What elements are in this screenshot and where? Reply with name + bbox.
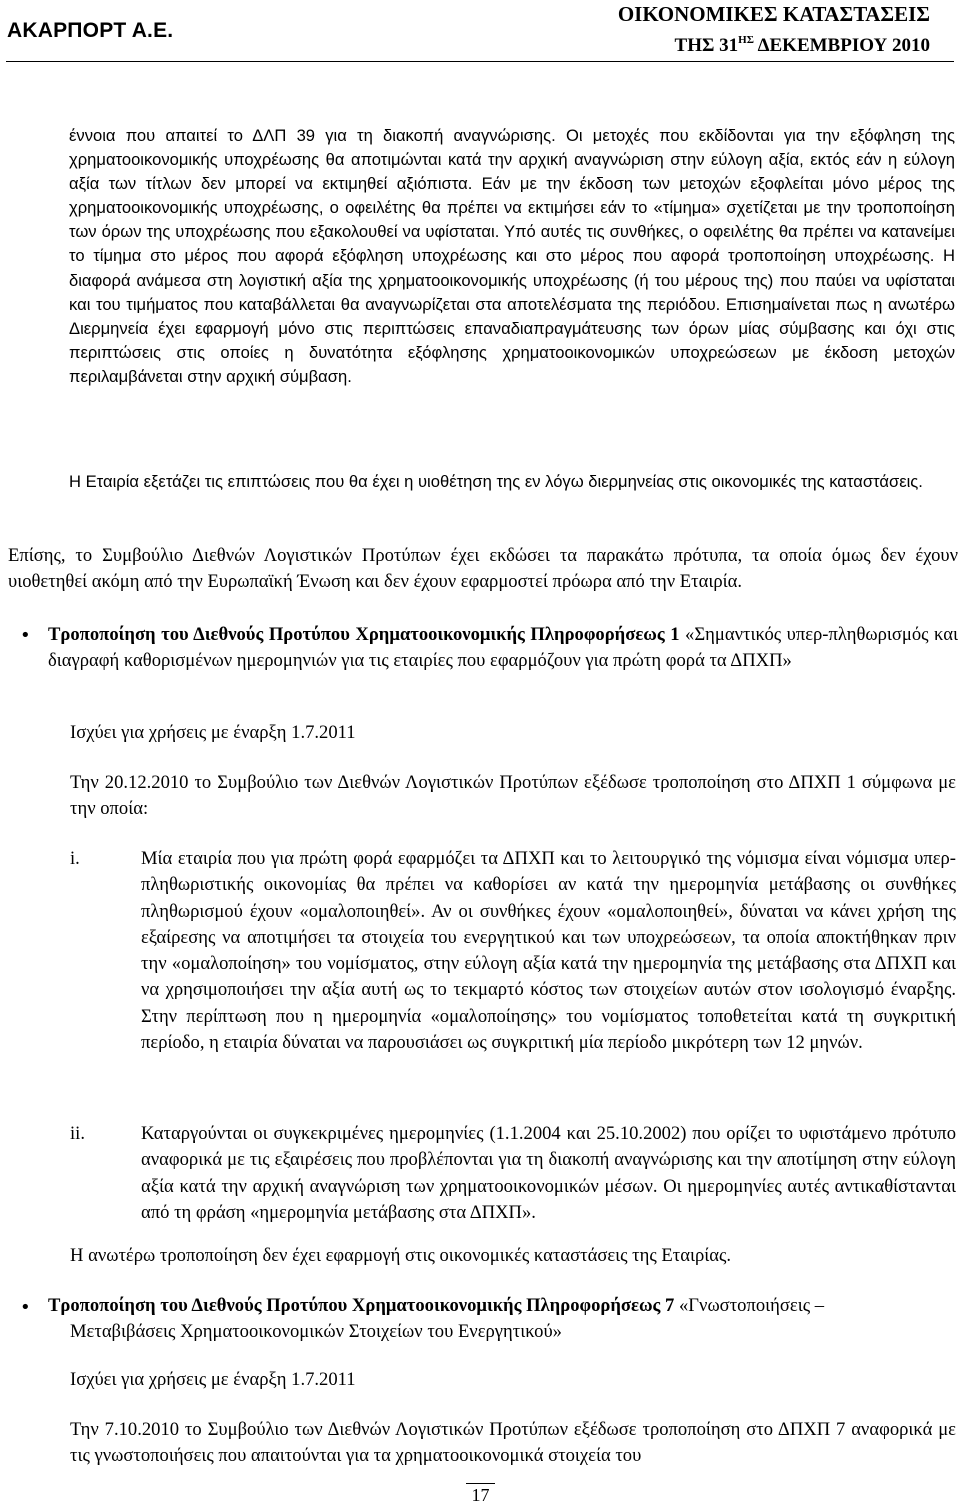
report-title [618, 1, 930, 59]
ifrs7-subtitle-line1: «Γνωστοποιήσεις – [674, 1295, 825, 1316]
report-date-suffix: ΗΣ [738, 34, 754, 46]
company-name: ΑΚΑΡΠΟΡΤ Α.Ε. [7, 19, 174, 42]
impact-paragraph [69, 470, 955, 494]
ifrs7-effective-date: Ισχύει για χρήσεις με έναρξη 1.7.2011 [70, 1369, 356, 1390]
list-item [70, 846, 956, 1056]
footer-divider [466, 1483, 495, 1484]
ifrs7-heading [48, 1293, 960, 1346]
interpretation-paragraph [69, 124, 955, 389]
page-number: 17 [471, 1485, 490, 1505]
ifrs7-subtitle-line2: Μεταβιβάσεις Χρηματοοικονομικών Στοιχείων του Ενεργητικού» [70, 1321, 562, 1343]
report-date: ΔΕΚΕΜΒΡΙΟΥ 2010 [753, 35, 930, 56]
ifrs7-title: Τροποποίηση του Διεθνούς Προτύπου Χρηματοοικονομικής Πληροφορήσεως 7 [48, 1295, 675, 1316]
list-item-text: Μία εταιρία που για πρώτη φορά εφαρμόζει τα ΔΠΧΠ και το λειτουργικό της νόμισμα είναι νόμισμα υπερ-πληθωριστικής οικονομίας θα πρέπει να καθορίσει αν κατά την ημερομηνία μετάβασης οι συνθήκες πληθωρισμού έχουν «ομαλοποιηθεί». Αν οι συνθήκες έχουν «ομαλοποιηθεί», δύναται να κάνει χρήση της εξαίρεσης να αποτιμήσει τα στοιχεία του ενεργητικού και των υποχρεώσεων, τα οποία αποκτήθηκαν πριν την «ομαλοποίηση» του νομίσματος, στην εύλογη αξία κατά την ημερομηνία της μετάβασης στα ΔΠΧΠ και να χρησιμοποιήσει την αξία αυτή ως το τεκμαρτό κόστος των στοιχείων αυτών στον ισολογισμό έναρξης. Στην περίπτωση που η ημερομηνία «ομαλοποίησης» του νομίσματος τοποθετείται κατά τη συγκριτική περίοδο, η εταιρία δύναται να παρουσιάσει ως συγκριτική μία περίοδο μικρότερη των 12 μηνών. [141, 848, 956, 1054]
report-date-prefix: ΤΗΣ 31 [674, 35, 739, 56]
list-item-number: i. [70, 848, 80, 869]
list-item-number: ii. [70, 1123, 85, 1144]
ifrs1-closing: Η ανωτέρω τροποποίηση δεν έχει εφαρμογή στις οικονομικές καταστάσεις της Εταιρίας. [70, 1245, 731, 1266]
ifrs1-intro-text: Την 20.12.2010 το Συμβούλιο των Διεθνών Λογιστικών Προτύπων εξέδωσε τροποποίηση στο ΔΠΧΠ 1 σύμφωνα με την οποία: [70, 772, 956, 820]
report-title-line2 [618, 27, 930, 59]
ifrs7-intro-text: Την 7.10.2010 το Συμβούλιο των Διεθνών Λογιστικών Προτύπων εξέδωσε τροποποίηση στο ΔΠΧΠ 7 αναφορικά με τις γνωστοποιήσεις που απαιτούνται για τα χρηματοοικονομικά στοιχεία του [70, 1419, 956, 1467]
iasb-text: Επίσης, το Συμβούλιο Διεθνών Λογιστικών Προτύπων έχει εκδώσει τα παρακάτω πρότυπα, τα οποία όμως δεν έχουν υιοθετηθεί ακόμη από την Ευρωπαϊκή Ένωση και δεν έχουν εφαρμοστεί πρόωρα από την Εταιρία. [8, 545, 958, 593]
page-header [0, 0, 960, 62]
interpretation-text: έννοια που απαιτεί το ΔΛΠ 39 για τη διακοπή αναγνώρισης. Οι μετοχές που εκδίδονται για την εξόφληση της χρηματοοικονομικής υποχρέωσης θα αποτιμώνται κατά την αρχική αναγνώριση στην εύλογη αξία, εκτός εάν η εύλογη αξία των τίτλων δεν μπορεί να εκτιμηθεί αξιόπιστα. Εάν με την έκδοση των μετοχών εξοφλείται μόνο μέρος της χρηματοοικονομικής υποχρέωσης, ο οφειλέτης θα πρέπει να εκτιμήσει εάν το «τίμημα» σχετίζεται με την τροποποίηση των όρων της υποχρέωσης που εξακολουθεί να υφίσταται. Υπό αυτές τις συνθήκες, ο οφειλέτης θα πρέπει να κατανείμει το τίμημα στο μέρος που αφορά εξόφληση υποχρέωσης και στο μέρος που αφορά τροποποίηση υποχρέωσης. Η διαφορά ανάμεσα στη λογιστική αξία της χρηματοοικονομικής υποχρέωσης (ή του μέρους της) που παύει να υφίσταται και του τιμήματος που καταβάλλεται θα αναγνωρίζεται στα αποτελέσματα της περιόδου. Επισημαίνεται πως η ανωτέρω Διερμηνεία έχει εφαρμογή μόνο στις περιπτώσεις επαναδιαπραγμάτευσης των όρων μίας σύμβασης και όχι στις περιπτώσεις στις οποίες η δυνατότητα εξόφλησης χρηματοοικονομικών υποχρεώσεων με έκδοση μετοχών περιλαμβάνεται στην αρχική σύμβαση. [69, 126, 955, 386]
list-item [70, 1121, 956, 1226]
ifrs1-effective-date: Ισχύει για χρήσεις με έναρξη 1.7.2011 [70, 722, 356, 743]
header-divider [6, 61, 954, 62]
report-title-line1: ΟΙΚΟΝΟΜΙΚΕΣ ΚΑΤΑΣΤΑΣΕΙΣ [617, 2, 930, 26]
list-item-text: Καταργούνται οι συγκεκριμένες ημερομηνίες (1.1.2004 και 25.10.2002) που ορίζει το υφιστάμενο πρότυπο αναφορικά με τις εξαιρέσεις που προβλέπονται για τη διακοπή αναγνώρισης και την αποτίμηση στην εύλογη αξία κατά την αρχική αναγνώριση των χρηματοοικονομικών μέσων. Οι ημερομηνίες αυτές αντικαθίστανται από τη φράση «ημερομηνία μετάβασης στα ΔΠΧΠ». [141, 1123, 956, 1223]
ifrs1-intro [70, 770, 956, 823]
bullet-icon: • [20, 1297, 31, 1318]
ifrs1-subtitle: «Σημαντικός υπερ-πληθωρισμός και διαγραφή καθορισμένων ημερομηνιών για τις εταιρίες που εφαρμόζουν για πρώτη φορά τα ΔΠΧΠ» [48, 624, 958, 672]
impact-text: Η Εταιρία εξετάζει τις επιπτώσεις που θα έχει η υιοθέτηση της εν λόγω διερμηνείας στις οικονομικές της καταστάσεις. [69, 472, 923, 491]
ifrs1-title: Τροποποίηση του Διεθνούς Προτύπου Χρηματοοικονομικής Πληροφορήσεως 1 [48, 624, 680, 645]
ifrs7-intro [70, 1417, 956, 1470]
ifrs1-heading [48, 622, 958, 675]
bullet-icon: • [20, 625, 31, 646]
iasb-paragraph [8, 543, 958, 596]
